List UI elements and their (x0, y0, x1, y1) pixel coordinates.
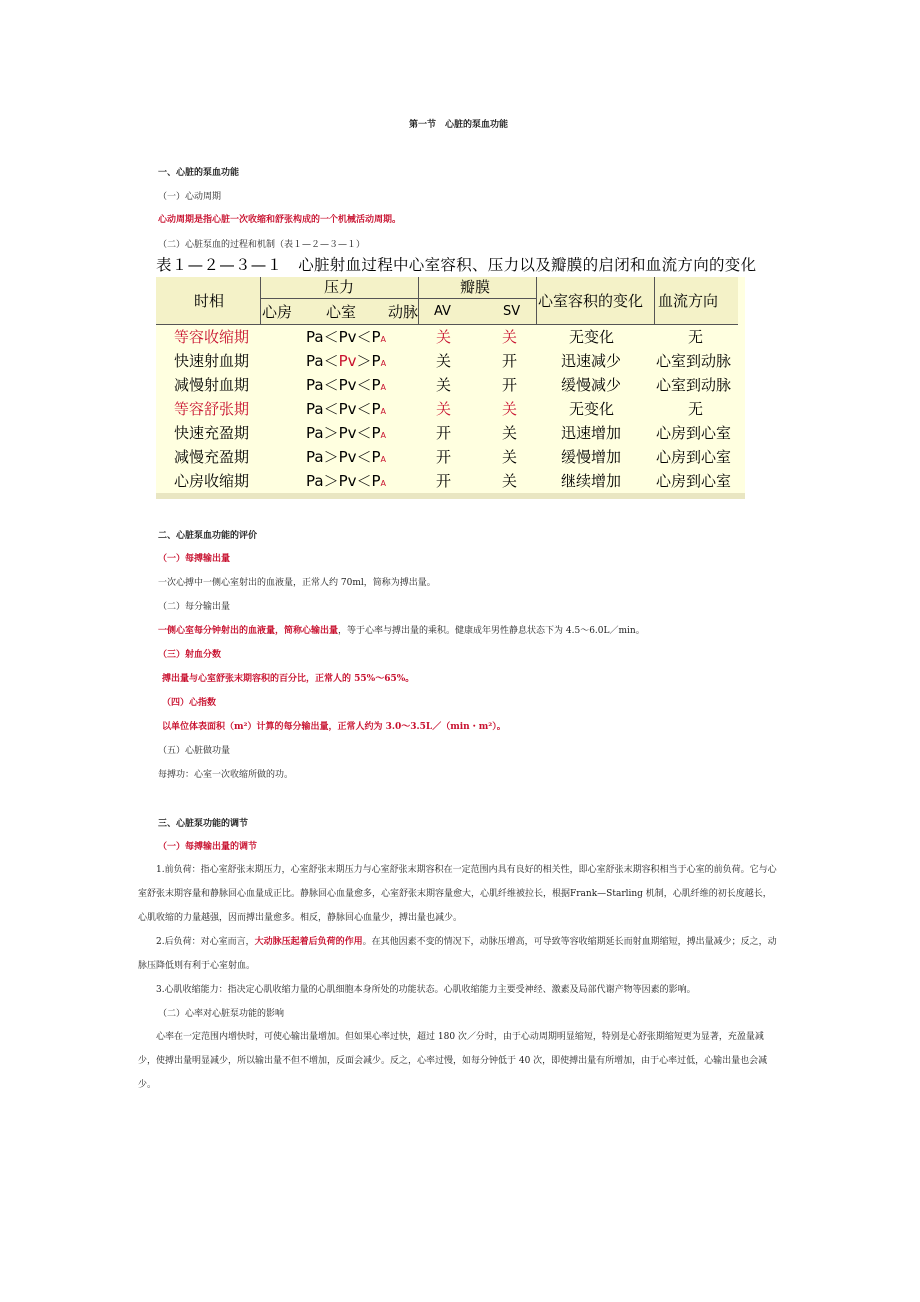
flow-cell: 心室到动脉 (656, 352, 732, 370)
subheader-artery: 动脉 (388, 303, 419, 321)
subheader-ventricle: 心室 (326, 303, 357, 321)
volume-cell: 继续增加 (561, 472, 622, 490)
sv-cell: 关 (502, 328, 518, 346)
sv-cell: 关 (502, 400, 518, 418)
cardiac-phase-table (156, 277, 745, 498)
contractility-paragraph: 3.心肌收缩能力：指决定心肌收缩力量的心肌细胞本身所处的功能状态。心肌收缩能力主要受神经、激素及局部代谢产物等因素的影响。 (156, 985, 696, 995)
section-3-heading: 三、心脏泵功能的调节 (158, 819, 249, 829)
pressure-cell: Pa＞Pv＜PA (306, 424, 387, 442)
afterload-paragraph: 2.后负荷：对心室而言，大动脉压起着后负荷的作用。在其他因素不变的情况下，动脉压增高，可导致等容收缩期延长而射血期缩短，搏出量减少；反之，动脉压降低则有利于心室射血。 (138, 937, 777, 971)
pressure-cell: Pa＜Pv＜PA (306, 376, 387, 394)
phase-cell: 等容收缩期 (174, 328, 250, 346)
header-pressure: 压力 (324, 278, 355, 296)
header-volume: 心室容积的变化 (538, 292, 644, 310)
flow-cell: 无 (688, 400, 704, 418)
stroke-volume-text: 一次心搏中一侧心室射出的血液量，正常人约 70ml，简称为搏出量。 (158, 578, 436, 588)
cardiac-output-text: 一侧心室每分钟射出的血液量，简称心输出量，等于心率与搏出量的乘积。健康成年男性静息状态下为 4.5～6.0L／min。 (158, 626, 645, 636)
phase-cell: 等容舒张期 (174, 400, 250, 418)
av-cell: 开 (436, 448, 452, 466)
sv-cell: 开 (502, 352, 518, 370)
subheader-sv: SV (503, 304, 521, 319)
cardiac-work-text: 每搏功：心室一次收缩所做的功。 (158, 770, 294, 780)
col-divider-phase (260, 277, 261, 324)
sv-cell: 关 (502, 448, 518, 466)
volume-cell: 无变化 (569, 328, 615, 346)
header-divider-2 (156, 324, 738, 325)
volume-cell: 无变化 (569, 400, 615, 418)
av-cell: 关 (436, 352, 452, 370)
av-cell: 开 (436, 472, 452, 490)
ejection-fraction-title: （三）射血分数 (158, 650, 222, 660)
cardiac-index-text: 以单位体表面积（m²）计算的每分输出量，正常人约为 3.0～3.5L／（min・m²）。 (162, 722, 506, 732)
flow-cell: 心房到心室 (656, 448, 732, 466)
av-cell: 关 (436, 376, 452, 394)
flow-cell: 心房到心室 (656, 472, 732, 490)
subheader-atrium: 心房 (262, 303, 293, 321)
sv-cell: 开 (502, 376, 518, 394)
col-divider-volume (654, 277, 655, 324)
cardiac-output-title: （二）每分输出量 (158, 602, 231, 612)
flow-cell: 心室到动脉 (656, 376, 732, 394)
cardiac-cycle-definition: 心动周期是指心脏一次收缩和舒张构成的一个机械活动周期。 (158, 215, 402, 225)
pressure-cell: Pa＞Pv＜PA (306, 472, 387, 490)
phase-cell: 减慢充盈期 (174, 448, 250, 466)
col-divider-pressure (418, 277, 419, 324)
av-cell: 关 (436, 400, 452, 418)
header-divider-1 (260, 298, 536, 299)
section-2-heading: 二、心脏泵血功能的评价 (158, 531, 258, 541)
phase-cell: 快速充盈期 (174, 424, 250, 442)
col-divider-valve (536, 277, 537, 324)
volume-cell: 缓慢减少 (561, 376, 622, 394)
header-flow: 血流方向 (658, 292, 719, 310)
header-phase: 时相 (194, 292, 225, 310)
table-title: 表１—２—３—１ 心脏射血过程中心室容积、压力以及瓣膜的启闭和血流方向的变化 (156, 256, 757, 274)
pressure-cell: Pa＜Pv＜PA (306, 400, 387, 418)
volume-cell: 迅速增加 (561, 424, 622, 442)
section-1-sub-1: （一）心动周期 (158, 192, 222, 202)
ejection-fraction-text: 搏出量与心室舒张末期容积的百分比，正常人的 55%～65%。 (162, 674, 415, 684)
av-cell: 开 (436, 424, 452, 442)
volume-cell: 迅速减少 (561, 352, 622, 370)
table-bottom-shade (156, 493, 745, 499)
flow-cell: 无 (688, 328, 704, 346)
pressure-cell: Pa＜Pv＞PA (306, 352, 387, 370)
pressure-cell: Pa＞Pv＜PA (306, 448, 387, 466)
phase-cell: 减慢射血期 (174, 376, 250, 394)
section-1-heading: 一、心脏的泵血功能 (158, 168, 240, 178)
volume-cell: 缓慢增加 (561, 448, 622, 466)
stroke-volume-title: （一）每搏输出量 (158, 554, 231, 564)
heart-rate-paragraph: 心率在一定范围内增快时，可使心输出量增加。但如果心率过快，超过 180 次／分时，由于心动周期明显缩短，特别是心舒张期缩短更为显著，充盈量减少，使搏出量明显减少，所以输出量不但不增加，反面会减少。反之，心率过慢，如每分钟低于 40 次，即使搏出量有所增加，由于心率过低，心输出量也会减少。 (138, 1032, 768, 1090)
subheader-av: AV (434, 304, 451, 319)
page-title: 第一节 心脏的泵血功能 (409, 120, 509, 130)
sv-cell: 关 (502, 472, 518, 490)
pressure-cell: Pa＜Pv＜PA (306, 328, 387, 346)
av-cell: 关 (436, 328, 452, 346)
phase-cell: 快速射血期 (174, 352, 250, 370)
header-valve: 瓣膜 (460, 278, 491, 296)
phase-cell: 心房收缩期 (174, 472, 250, 490)
heart-rate-title: （二）心率对心脏泵功能的影响 (158, 1009, 285, 1019)
cardiac-index-title: （四）心指数 (162, 698, 217, 708)
cardiac-work-title: （五）心脏做功量 (158, 746, 231, 756)
preload-paragraph: 1.前负荷：指心室舒张末期压力，心室舒张末期压力与心室舒张末期容积在一定范围内具有良好的相关性，即心室舒张末期容积相当于心室的前负荷。它与心室舒张末期容量和静脉回心血量成正比。静脉回心血量愈多，心室舒张末期容量愈大，心肌纤维被拉长，根据Frank—Starling 机制，心肌纤维的初长度越长，心肌收缩的力量越强，因而搏出量愈多。相反，静脉回心血量少，搏出量也减少。 (138, 865, 777, 923)
stroke-regulation-title: （一）每搏输出量的调节 (158, 842, 258, 852)
flow-cell: 心房到心室 (656, 424, 732, 442)
sv-cell: 关 (502, 424, 518, 442)
section-1-sub-2: （二）心脏泵血的过程和机制（表１—２—３—１） (158, 240, 366, 250)
